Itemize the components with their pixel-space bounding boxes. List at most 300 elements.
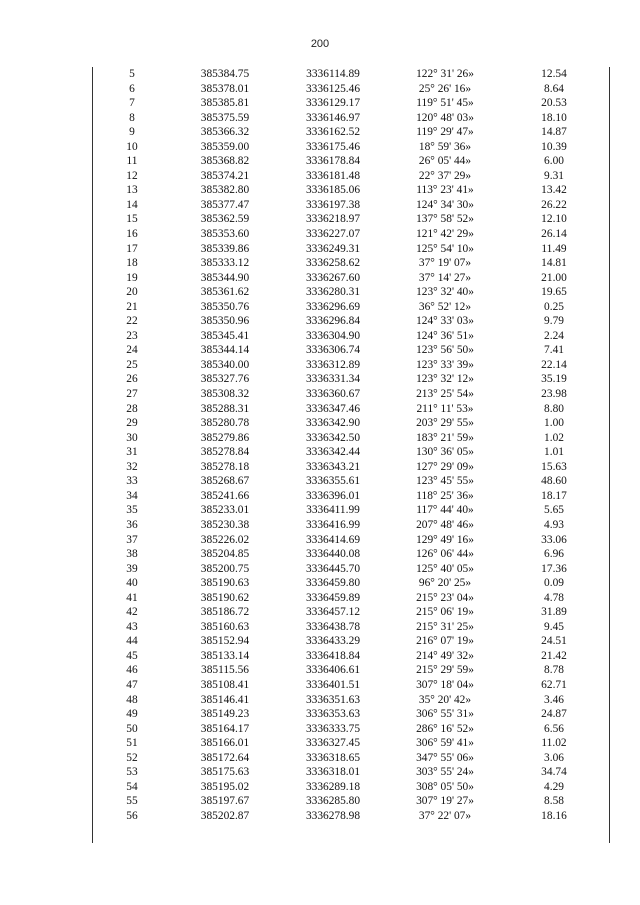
distance-cell: 6.00 bbox=[544, 155, 564, 168]
x-coordinate-cell: 385374.21 bbox=[200, 169, 250, 182]
x-coordinate-cell: 385375.59 bbox=[200, 111, 250, 124]
x-coordinate-cell: 385200.75 bbox=[200, 562, 250, 575]
x-coordinate-cell: 385108.41 bbox=[200, 678, 250, 691]
direction-angle-cell: 119° 29' 47» bbox=[416, 126, 474, 139]
y-coordinate-cell: 3336197.38 bbox=[305, 198, 361, 211]
point-number-cell: 47 bbox=[126, 678, 138, 691]
distance-cell: 3.06 bbox=[544, 751, 564, 764]
table-row bbox=[93, 576, 609, 591]
table-row bbox=[93, 562, 609, 577]
coordinates-table bbox=[92, 67, 610, 843]
table-row bbox=[93, 678, 609, 693]
x-coordinate-cell: 385353.60 bbox=[200, 228, 250, 241]
point-number-cell: 24 bbox=[126, 344, 138, 357]
y-coordinate-cell: 3336414.69 bbox=[305, 533, 361, 546]
direction-angle-cell: 121° 42' 29» bbox=[416, 228, 474, 241]
y-coordinate-cell: 3336218.97 bbox=[305, 213, 361, 226]
direction-angle-cell: 25° 26' 16» bbox=[418, 82, 472, 95]
table-row bbox=[93, 780, 609, 795]
x-coordinate-cell: 385149.23 bbox=[200, 708, 250, 721]
x-coordinate-cell: 385190.63 bbox=[200, 577, 250, 590]
direction-angle-cell: 123° 32' 40» bbox=[416, 286, 474, 299]
point-number-cell: 48 bbox=[126, 693, 138, 706]
table-body bbox=[93, 67, 609, 823]
point-number-cell: 39 bbox=[126, 562, 138, 575]
distance-cell: 22.14 bbox=[541, 358, 567, 371]
direction-angle-cell: 130° 36' 05» bbox=[416, 446, 474, 459]
direction-angle-cell: 215° 29' 59» bbox=[416, 664, 474, 677]
y-coordinate-cell: 3336162.52 bbox=[305, 126, 361, 139]
x-coordinate-cell: 385378.01 bbox=[200, 82, 250, 95]
x-coordinate-cell: 385344.14 bbox=[200, 344, 250, 357]
y-coordinate-cell: 3336411.99 bbox=[306, 504, 360, 517]
point-number-cell: 9 bbox=[129, 126, 135, 139]
y-coordinate-cell: 3336318.01 bbox=[305, 766, 361, 779]
table-row bbox=[93, 693, 609, 708]
point-number-cell: 8 bbox=[129, 111, 135, 124]
table-row bbox=[93, 503, 609, 518]
y-coordinate-cell: 3336333.75 bbox=[305, 722, 361, 735]
table-row bbox=[93, 474, 609, 489]
direction-angle-cell: 123° 33' 39» bbox=[416, 358, 474, 371]
y-coordinate-cell: 3336285.80 bbox=[305, 795, 361, 808]
point-number-cell: 14 bbox=[126, 198, 138, 211]
direction-angle-cell: 36° 52' 12» bbox=[418, 300, 472, 313]
x-coordinate-cell: 385280.78 bbox=[200, 417, 250, 430]
x-coordinate-cell: 385382.80 bbox=[200, 184, 250, 197]
x-coordinate-cell: 385186.72 bbox=[200, 606, 250, 619]
distance-cell: 8.78 bbox=[544, 664, 564, 677]
y-coordinate-cell: 3336185.06 bbox=[305, 184, 361, 197]
y-coordinate-cell: 3336278.98 bbox=[305, 809, 361, 822]
x-coordinate-cell: 385226.02 bbox=[200, 533, 250, 546]
point-number-cell: 40 bbox=[126, 577, 138, 590]
table-row bbox=[93, 329, 609, 344]
table-row bbox=[93, 809, 609, 824]
y-coordinate-cell: 3336312.89 bbox=[305, 358, 361, 371]
distance-cell: 8.58 bbox=[544, 795, 564, 808]
direction-angle-cell: 26° 05' 44» bbox=[418, 155, 472, 168]
point-number-cell: 20 bbox=[126, 286, 138, 299]
distance-cell: 17.36 bbox=[541, 562, 567, 575]
distance-cell: 1.00 bbox=[544, 417, 564, 430]
direction-angle-cell: 307° 19' 27» bbox=[416, 795, 474, 808]
table-row bbox=[93, 285, 609, 300]
table-row bbox=[93, 431, 609, 446]
y-coordinate-cell: 3336351.63 bbox=[305, 693, 361, 706]
distance-cell: 62.71 bbox=[541, 678, 567, 691]
table-row bbox=[93, 794, 609, 809]
direction-angle-cell: 37° 22' 07» bbox=[418, 809, 472, 822]
point-number-cell: 41 bbox=[126, 591, 138, 604]
point-number-cell: 21 bbox=[126, 300, 138, 313]
point-number-cell: 32 bbox=[126, 460, 138, 473]
table-row bbox=[93, 82, 609, 97]
direction-angle-cell: 123° 45' 55» bbox=[416, 475, 474, 488]
x-coordinate-cell: 385340.00 bbox=[200, 358, 250, 371]
table-row bbox=[93, 591, 609, 606]
direction-angle-cell: 117° 44' 40» bbox=[416, 504, 474, 517]
point-number-cell: 22 bbox=[126, 315, 138, 328]
distance-cell: 12.54 bbox=[541, 68, 567, 80]
table-row bbox=[93, 547, 609, 562]
table-row bbox=[93, 533, 609, 548]
direction-angle-cell: 308° 05' 50» bbox=[416, 780, 474, 793]
direction-angle-cell: 211° 11' 53» bbox=[416, 402, 474, 415]
y-coordinate-cell: 3336440.08 bbox=[305, 548, 361, 561]
distance-cell: 31.89 bbox=[541, 606, 567, 619]
table-row bbox=[93, 707, 609, 722]
x-coordinate-cell: 385152.94 bbox=[200, 635, 250, 648]
y-coordinate-cell: 3336360.67 bbox=[305, 388, 361, 401]
direction-angle-cell: 216° 07' 19» bbox=[416, 635, 474, 648]
x-coordinate-cell: 385164.17 bbox=[200, 722, 250, 735]
y-coordinate-cell: 3336280.31 bbox=[305, 286, 361, 299]
point-number-cell: 45 bbox=[126, 649, 138, 662]
y-coordinate-cell: 3336342.50 bbox=[305, 431, 361, 444]
direction-angle-cell: 35° 20' 42» bbox=[418, 693, 472, 706]
table-row bbox=[93, 314, 609, 329]
x-coordinate-cell: 385160.63 bbox=[200, 620, 250, 633]
distance-cell: 18.10 bbox=[541, 111, 567, 124]
x-coordinate-cell: 385241.66 bbox=[200, 489, 250, 502]
direction-angle-cell: 215° 06' 19» bbox=[416, 606, 474, 619]
distance-cell: 33.06 bbox=[541, 533, 567, 546]
point-number-cell: 30 bbox=[126, 431, 138, 444]
distance-cell: 7.41 bbox=[544, 344, 564, 357]
y-coordinate-cell: 3336258.62 bbox=[305, 257, 361, 270]
y-coordinate-cell: 3336459.80 bbox=[305, 577, 361, 590]
table-row bbox=[93, 416, 609, 431]
distance-cell: 35.19 bbox=[541, 373, 567, 386]
table-row bbox=[93, 649, 609, 664]
table-row bbox=[93, 634, 609, 649]
distance-cell: 19.65 bbox=[541, 286, 567, 299]
y-coordinate-cell: 3336129.17 bbox=[305, 97, 361, 110]
y-coordinate-cell: 3336249.31 bbox=[305, 242, 361, 255]
table-row bbox=[93, 227, 609, 242]
x-coordinate-cell: 385172.64 bbox=[200, 751, 250, 764]
y-coordinate-cell: 3336175.46 bbox=[305, 140, 361, 153]
direction-angle-cell: 124° 33' 03» bbox=[416, 315, 474, 328]
point-number-cell: 19 bbox=[126, 271, 138, 284]
x-coordinate-cell: 385115.56 bbox=[201, 664, 249, 677]
table-row bbox=[93, 271, 609, 286]
table-row bbox=[93, 169, 609, 184]
x-coordinate-cell: 385345.41 bbox=[200, 329, 250, 342]
direction-angle-cell: 125° 40' 05» bbox=[416, 562, 474, 575]
point-number-cell: 53 bbox=[126, 766, 138, 779]
x-coordinate-cell: 385146.41 bbox=[200, 693, 250, 706]
point-number-cell: 25 bbox=[126, 358, 138, 371]
direction-angle-cell: 183° 21' 59» bbox=[416, 431, 474, 444]
point-number-cell: 23 bbox=[126, 329, 138, 342]
point-number-cell: 26 bbox=[126, 373, 138, 386]
direction-angle-cell: 207° 48' 46» bbox=[416, 518, 474, 531]
point-number-cell: 13 bbox=[126, 184, 138, 197]
x-coordinate-cell: 385377.47 bbox=[200, 198, 250, 211]
point-number-cell: 42 bbox=[126, 606, 138, 619]
y-coordinate-cell: 3336296.69 bbox=[305, 300, 361, 313]
distance-cell: 4.93 bbox=[544, 518, 564, 531]
direction-angle-cell: 125° 54' 10» bbox=[416, 242, 474, 255]
distance-cell: 10.39 bbox=[541, 140, 567, 153]
table-row bbox=[93, 198, 609, 213]
distance-cell: 15.63 bbox=[541, 460, 567, 473]
direction-angle-cell: 113° 23' 41» bbox=[416, 184, 474, 197]
direction-angle-cell: 96° 20' 25» bbox=[418, 577, 472, 590]
y-coordinate-cell: 3336306.74 bbox=[305, 344, 361, 357]
point-number-cell: 51 bbox=[126, 737, 138, 750]
y-coordinate-cell: 3336457.12 bbox=[305, 606, 361, 619]
y-coordinate-cell: 3336355.61 bbox=[305, 475, 361, 488]
point-number-cell: 56 bbox=[126, 809, 138, 822]
table-row bbox=[93, 111, 609, 126]
x-coordinate-cell: 385368.82 bbox=[200, 155, 250, 168]
table-row bbox=[93, 736, 609, 751]
distance-cell: 20.53 bbox=[541, 97, 567, 110]
y-coordinate-cell: 3336267.60 bbox=[305, 271, 361, 284]
point-number-cell: 37 bbox=[126, 533, 138, 546]
y-coordinate-cell: 3336459.89 bbox=[305, 591, 361, 604]
y-coordinate-cell: 3336318.65 bbox=[305, 751, 361, 764]
direction-angle-cell: 123° 56' 50» bbox=[416, 344, 474, 357]
point-number-cell: 18 bbox=[126, 257, 138, 270]
table-row bbox=[93, 343, 609, 358]
direction-angle-cell: 303° 55' 24» bbox=[416, 766, 474, 779]
table-row bbox=[93, 620, 609, 635]
table-row bbox=[93, 663, 609, 678]
direction-angle-cell: 137° 58' 52» bbox=[416, 213, 474, 226]
distance-cell: 0.25 bbox=[544, 300, 564, 313]
page-number: 200 bbox=[310, 38, 330, 50]
table-row bbox=[93, 460, 609, 475]
x-coordinate-cell: 385233.01 bbox=[200, 504, 250, 517]
direction-angle-cell: 124° 36' 51» bbox=[416, 329, 474, 342]
direction-angle-cell: 124° 34' 30» bbox=[416, 198, 474, 211]
table-row bbox=[93, 489, 609, 504]
direction-angle-cell: 122° 31' 26» bbox=[416, 68, 474, 80]
direction-angle-cell: 37° 14' 27» bbox=[418, 271, 472, 284]
table-row bbox=[93, 402, 609, 417]
y-coordinate-cell: 3336347.46 bbox=[305, 402, 361, 415]
distance-cell: 21.00 bbox=[541, 271, 567, 284]
point-number-cell: 33 bbox=[126, 475, 138, 488]
direction-angle-cell: 213° 25' 54» bbox=[416, 388, 474, 401]
distance-cell: 2.24 bbox=[544, 329, 564, 342]
x-coordinate-cell: 385384.75 bbox=[200, 68, 250, 80]
distance-cell: 1.02 bbox=[544, 431, 564, 444]
distance-cell: 14.81 bbox=[541, 257, 567, 270]
table-row bbox=[93, 96, 609, 111]
distance-cell: 23.98 bbox=[541, 388, 567, 401]
table-row bbox=[93, 445, 609, 460]
direction-angle-cell: 306° 55' 31» bbox=[416, 708, 474, 721]
table-row bbox=[93, 372, 609, 387]
table-row bbox=[93, 605, 609, 620]
distance-cell: 3.46 bbox=[544, 693, 564, 706]
x-coordinate-cell: 385288.31 bbox=[200, 402, 250, 415]
point-number-cell: 38 bbox=[126, 548, 138, 561]
y-coordinate-cell: 3336178.84 bbox=[305, 155, 361, 168]
distance-cell: 34.74 bbox=[541, 766, 567, 779]
distance-cell: 4.78 bbox=[544, 591, 564, 604]
distance-cell: 8.80 bbox=[544, 402, 564, 415]
direction-angle-cell: 215° 23' 04» bbox=[416, 591, 474, 604]
direction-angle-cell: 37° 19' 07» bbox=[418, 257, 472, 270]
x-coordinate-cell: 385175.63 bbox=[200, 766, 250, 779]
point-number-cell: 46 bbox=[126, 664, 138, 677]
table-row bbox=[93, 154, 609, 169]
x-coordinate-cell: 385202.87 bbox=[200, 809, 250, 822]
x-coordinate-cell: 385279.86 bbox=[200, 431, 250, 444]
x-coordinate-cell: 385339.86 bbox=[200, 242, 250, 255]
distance-cell: 11.49 bbox=[541, 242, 567, 255]
distance-cell: 26.14 bbox=[541, 228, 567, 241]
distance-cell: 0.09 bbox=[544, 577, 564, 590]
x-coordinate-cell: 385344.90 bbox=[200, 271, 250, 284]
point-number-cell: 16 bbox=[126, 228, 138, 241]
point-number-cell: 34 bbox=[126, 489, 138, 502]
point-number-cell: 6 bbox=[129, 82, 135, 95]
table-row bbox=[93, 125, 609, 140]
table-row bbox=[93, 358, 609, 373]
table-row bbox=[93, 751, 609, 766]
table-row bbox=[93, 300, 609, 315]
y-coordinate-cell: 3336353.63 bbox=[305, 708, 361, 721]
table-row bbox=[93, 140, 609, 155]
x-coordinate-cell: 385385.81 bbox=[200, 97, 250, 110]
point-number-cell: 15 bbox=[126, 213, 138, 226]
x-coordinate-cell: 385278.84 bbox=[200, 446, 250, 459]
x-coordinate-cell: 385195.02 bbox=[200, 780, 250, 793]
distance-cell: 5.65 bbox=[544, 504, 564, 517]
y-coordinate-cell: 3336433.29 bbox=[305, 635, 361, 648]
distance-cell: 8.64 bbox=[544, 82, 564, 95]
point-number-cell: 49 bbox=[126, 708, 138, 721]
x-coordinate-cell: 385366.32 bbox=[200, 126, 250, 139]
table-row bbox=[93, 722, 609, 737]
y-coordinate-cell: 3336331.34 bbox=[305, 373, 361, 386]
distance-cell: 9.45 bbox=[544, 620, 564, 633]
y-coordinate-cell: 3336343.21 bbox=[305, 460, 361, 473]
point-number-cell: 29 bbox=[126, 417, 138, 430]
table-row bbox=[93, 387, 609, 402]
point-number-cell: 36 bbox=[126, 518, 138, 531]
y-coordinate-cell: 3336296.84 bbox=[305, 315, 361, 328]
point-number-cell: 52 bbox=[126, 751, 138, 764]
point-number-cell: 17 bbox=[126, 242, 138, 255]
distance-cell: 13.42 bbox=[541, 184, 567, 197]
distance-cell: 26.22 bbox=[541, 198, 567, 211]
distance-cell: 24.87 bbox=[541, 708, 567, 721]
x-coordinate-cell: 385350.96 bbox=[200, 315, 250, 328]
x-coordinate-cell: 385362.59 bbox=[200, 213, 250, 226]
x-coordinate-cell: 385204.85 bbox=[200, 548, 250, 561]
point-number-cell: 5 bbox=[129, 68, 135, 80]
table-row bbox=[93, 242, 609, 257]
y-coordinate-cell: 3336438.78 bbox=[305, 620, 361, 633]
x-coordinate-cell: 385333.12 bbox=[200, 257, 250, 270]
table-row bbox=[93, 67, 609, 82]
distance-cell: 9.31 bbox=[544, 169, 564, 182]
y-coordinate-cell: 3336418.84 bbox=[305, 649, 361, 662]
direction-angle-cell: 123° 32' 12» bbox=[416, 373, 474, 386]
distance-cell: 11.02 bbox=[541, 737, 567, 750]
direction-angle-cell: 214° 49' 32» bbox=[416, 649, 474, 662]
x-coordinate-cell: 385133.14 bbox=[200, 649, 250, 662]
x-coordinate-cell: 385190.62 bbox=[200, 591, 250, 604]
point-number-cell: 11 bbox=[126, 155, 138, 168]
y-coordinate-cell: 3336342.44 bbox=[305, 446, 361, 459]
y-coordinate-cell: 3336289.18 bbox=[305, 780, 361, 793]
direction-angle-cell: 306° 59' 41» bbox=[416, 737, 474, 750]
distance-cell: 9.79 bbox=[544, 315, 564, 328]
point-number-cell: 44 bbox=[126, 635, 138, 648]
x-coordinate-cell: 385278.18 bbox=[200, 460, 250, 473]
point-number-cell: 55 bbox=[126, 795, 138, 808]
direction-angle-cell: 286° 16' 52» bbox=[416, 722, 474, 735]
x-coordinate-cell: 385230.38 bbox=[200, 518, 250, 531]
x-coordinate-cell: 385361.62 bbox=[200, 286, 250, 299]
direction-angle-cell: 129° 49' 16» bbox=[416, 533, 474, 546]
x-coordinate-cell: 385197.67 bbox=[200, 795, 250, 808]
x-coordinate-cell: 385359.00 bbox=[200, 140, 250, 153]
y-coordinate-cell: 3336406.61 bbox=[305, 664, 361, 677]
direction-angle-cell: 347° 55' 06» bbox=[416, 751, 474, 764]
direction-angle-cell: 215° 31' 25» bbox=[416, 620, 474, 633]
y-coordinate-cell: 3336416.99 bbox=[305, 518, 361, 531]
y-coordinate-cell: 3336396.01 bbox=[305, 489, 361, 502]
x-coordinate-cell: 385166.01 bbox=[200, 737, 250, 750]
distance-cell: 21.42 bbox=[541, 649, 567, 662]
direction-angle-cell: 307° 18' 04» bbox=[416, 678, 474, 691]
x-coordinate-cell: 385308.32 bbox=[200, 388, 250, 401]
distance-cell: 12.10 bbox=[541, 213, 567, 226]
distance-cell: 14.87 bbox=[541, 126, 567, 139]
y-coordinate-cell: 3336327.45 bbox=[305, 737, 361, 750]
point-number-cell: 35 bbox=[126, 504, 138, 517]
y-coordinate-cell: 3336304.90 bbox=[305, 329, 361, 342]
direction-angle-cell: 22° 37' 29» bbox=[418, 169, 472, 182]
table-row bbox=[93, 518, 609, 533]
y-coordinate-cell: 3336181.48 bbox=[305, 169, 361, 182]
point-number-cell: 7 bbox=[129, 97, 135, 110]
distance-cell: 6.96 bbox=[544, 548, 564, 561]
direction-angle-cell: 127° 29' 09» bbox=[416, 460, 474, 473]
distance-cell: 6.56 bbox=[544, 722, 564, 735]
x-coordinate-cell: 385268.67 bbox=[200, 475, 250, 488]
y-coordinate-cell: 3336114.89 bbox=[306, 68, 360, 80]
y-coordinate-cell: 3336146.97 bbox=[305, 111, 361, 124]
distance-cell: 18.16 bbox=[541, 809, 567, 822]
y-coordinate-cell: 3336342.90 bbox=[305, 417, 361, 430]
direction-angle-cell: 18° 59' 36» bbox=[418, 140, 472, 153]
direction-angle-cell: 203° 29' 55» bbox=[416, 417, 474, 430]
y-coordinate-cell: 3336401.51 bbox=[305, 678, 361, 691]
table-row bbox=[93, 212, 609, 227]
point-number-cell: 31 bbox=[126, 446, 138, 459]
point-number-cell: 54 bbox=[126, 780, 138, 793]
y-coordinate-cell: 3336227.07 bbox=[305, 228, 361, 241]
table-row bbox=[93, 183, 609, 198]
y-coordinate-cell: 3336125.46 bbox=[305, 82, 361, 95]
point-number-cell: 43 bbox=[126, 620, 138, 633]
distance-cell: 1.01 bbox=[544, 446, 564, 459]
distance-cell: 18.17 bbox=[541, 489, 567, 502]
direction-angle-cell: 118° 25' 36» bbox=[416, 489, 474, 502]
distance-cell: 4.29 bbox=[544, 780, 564, 793]
